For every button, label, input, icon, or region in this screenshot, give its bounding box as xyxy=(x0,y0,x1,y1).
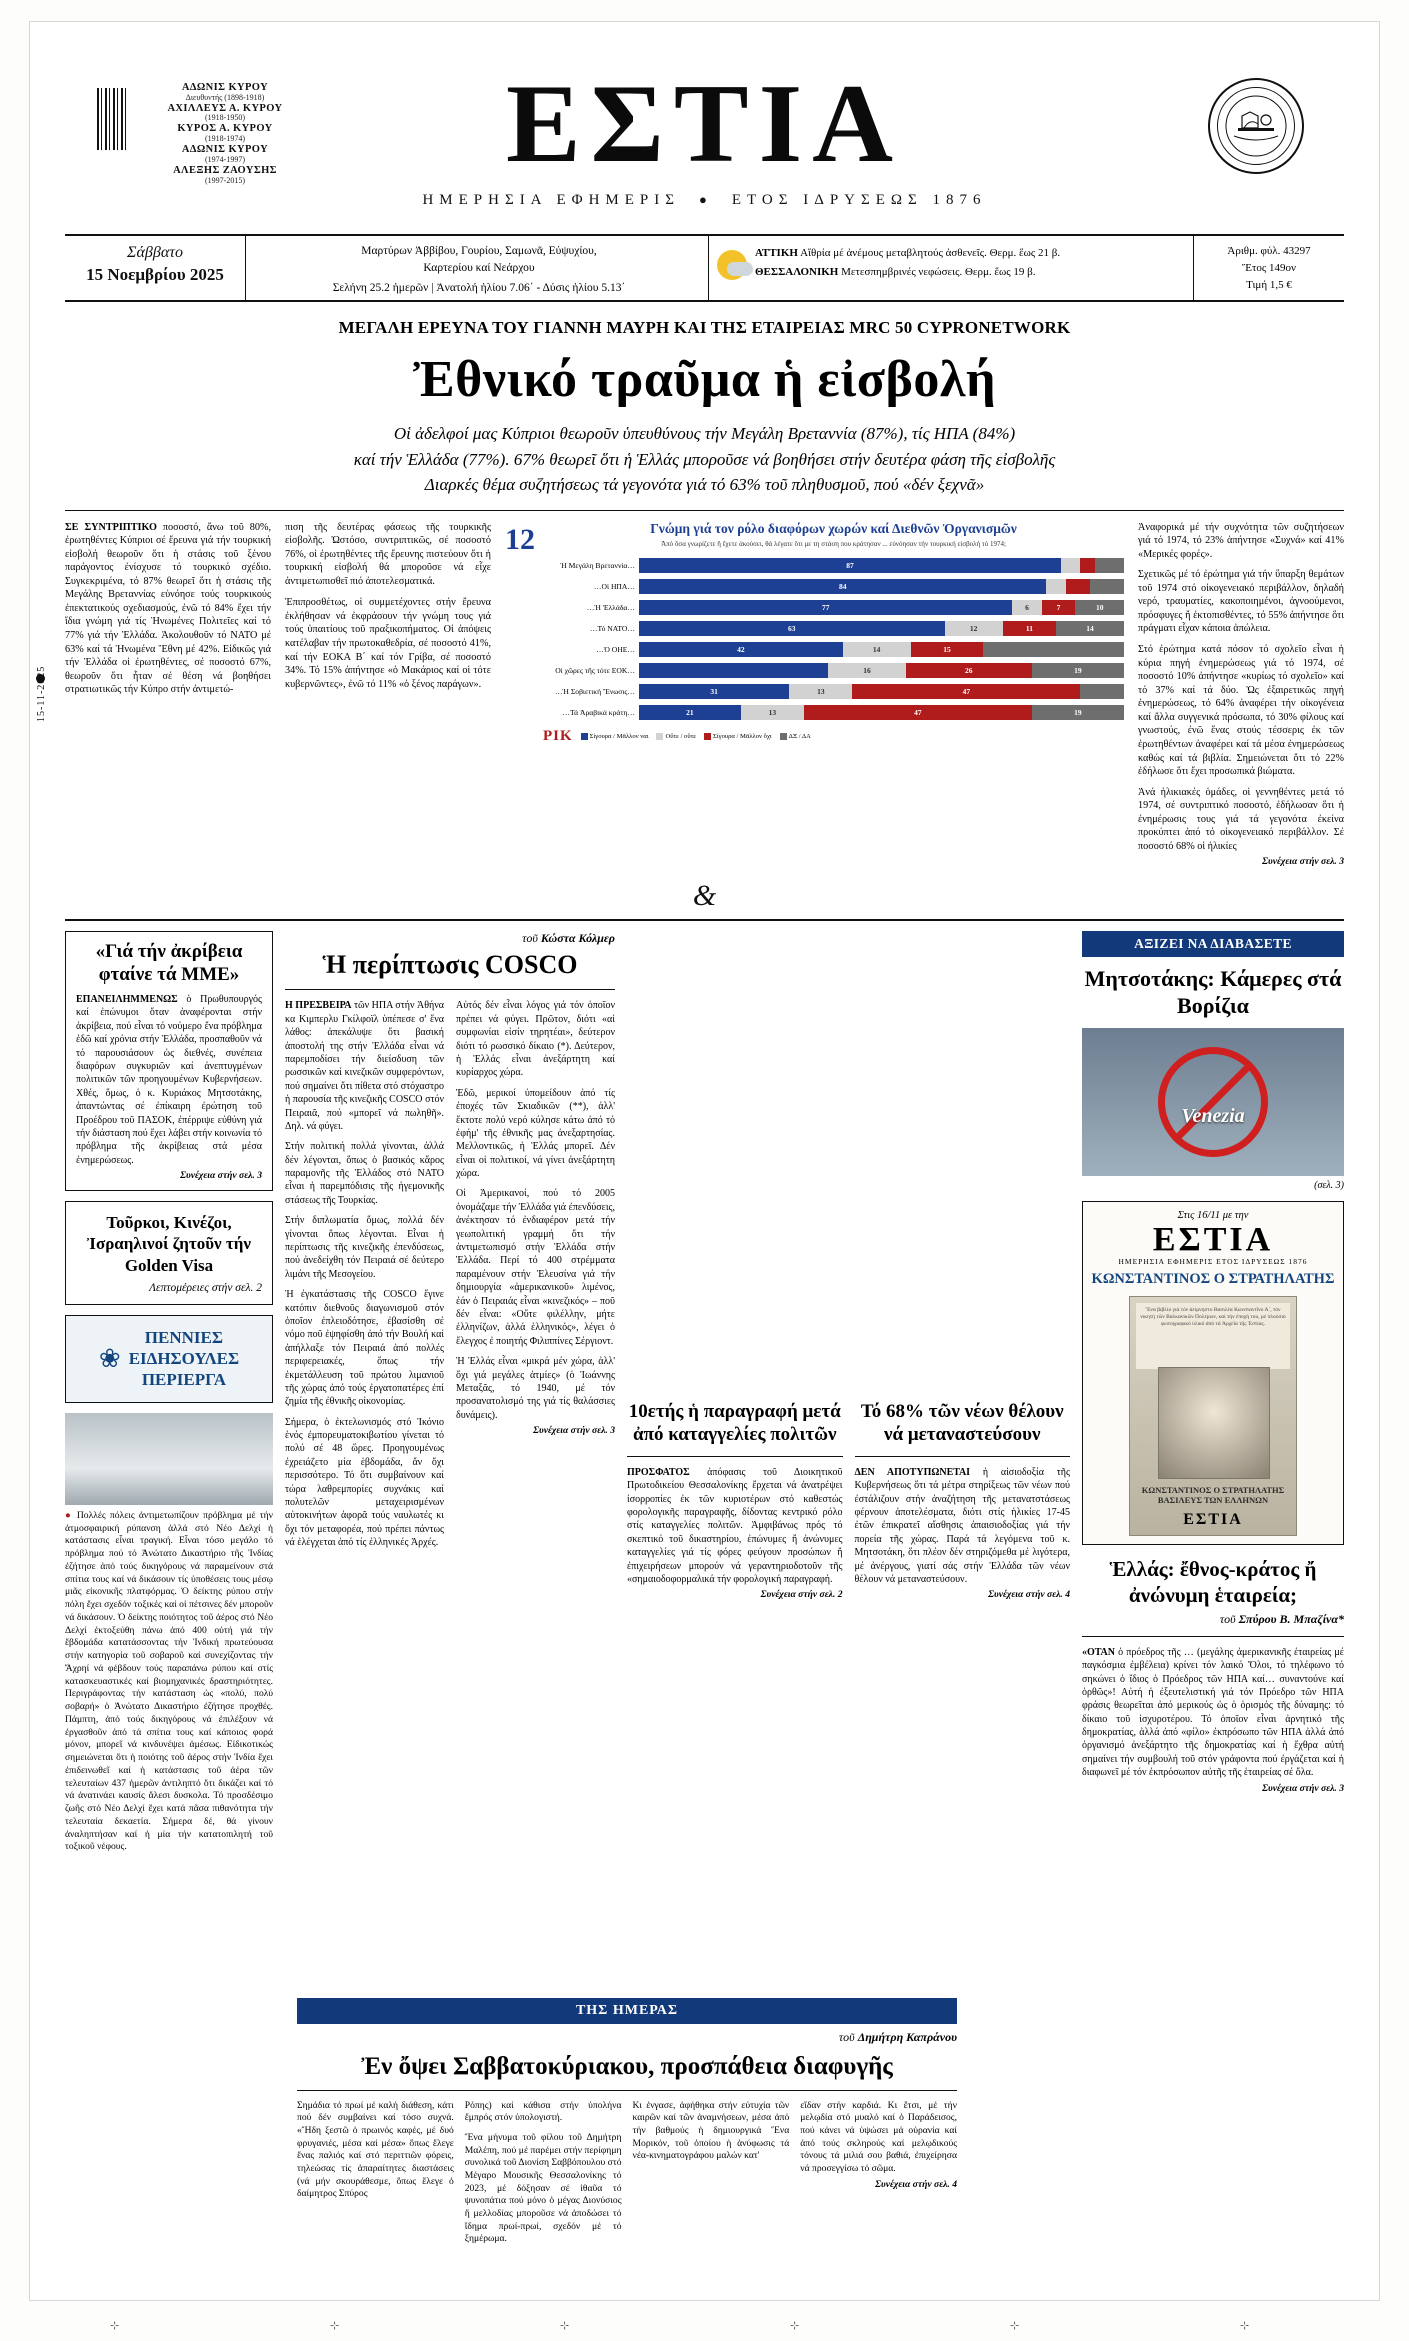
cosco-p4: Ἡ ἐγκατάστασις τῆς COSCO ἔγινε κατόπιν διεθνοῦς διαγωνισμοῦ στόν ὁποῖον ἐπλειοδότησε, ἐβασίσθη σέ νόμο ποῦ ἐψηφίσθη ἀπό τήν Βουλή καί ἀπήλλαξε τόν Πειραιά ἀπό πολλές περιφερειακές, ὅπως τήν ἐκμετάλλευση τοῦ πρώτου λιμανιοῦ τῆς χώρας ἀπό τούς ἐργατοπατέρες ἐπί ζημία τῆς ἐθνικῆς οἰκονομίας. xyxy=(285,1289,444,1408)
nation-state-article[interactable] xyxy=(1082,1557,1344,1793)
issue-year: Ἔτος 149ον xyxy=(1242,262,1296,275)
legend-item xyxy=(780,733,811,740)
story-10etis[interactable] xyxy=(627,1401,843,1600)
divider xyxy=(297,2090,957,2091)
column-center xyxy=(627,931,1070,1854)
cosco-byline-pre: τοῦ xyxy=(522,931,538,946)
divider xyxy=(855,1456,1071,1457)
chart-row-label: …Τό ΝΑΤΟ… xyxy=(589,623,635,633)
nation-state-body xyxy=(1082,1646,1344,1780)
chart-title: Γνώμη γιά τον ρόλο διαφόρων χωρών καί Διεθνῶν Ὀργανισμῶν xyxy=(650,520,1017,536)
chart-seg-yes xyxy=(639,663,828,678)
book-ad-subtitle: ΗΜΕΡΗΣΙΑ ΕΦΗΜΕΡΙΣ ΕΤΟΣ ΙΔΡΥΣΕΩΣ 1876 xyxy=(1118,1256,1308,1266)
nation-state-byline xyxy=(1082,1612,1344,1627)
editor-years: (1918-1974) xyxy=(205,134,245,144)
legend-swatch-neutral xyxy=(656,733,663,740)
weather-thessaloniki-label: ΘΕΣΣΑΛΟΝΙΚΗ xyxy=(755,265,839,278)
book-ad-title: ΚΩΝΣΤΑΝΤΙΝΟΣ Ο ΣΤΡΑΤΗΛΑΤΗΣ xyxy=(1091,1270,1335,1287)
chart-seg-dk: 14 xyxy=(1056,621,1124,636)
chart-seg-yes: 21 xyxy=(639,705,741,720)
chart-seg-no: 15 xyxy=(911,642,984,657)
newspaper-logo xyxy=(65,62,1344,186)
weather-attica xyxy=(755,245,1185,262)
chart-seg-yes: 63 xyxy=(639,621,945,636)
lead-column-3-text-c: Στό ἐρώτημα κατά πόσον τό σχολεῖο εἶναι ἡ κύρια πηγή ἐνημερώσεως γιά τό 1974, σέ ποσοστό 10% ἀπήντησε «κυρίως τό σχολεῖο» καί τό 37% καί τά δύο. Ὡς ἐξαιρετικῶς πηγή ἐνημερώσεως, τό 64% ἀναφέρει τήν οἰκογένεια καί ἄλλα συγγενικά πρόσωπα, τό 30% φίλους καί γνωστούς, ἐνῶ ἕνας στούς τέσσερις ἐκ τῶν ἐρωτηθέντων ἀναφέρει καί τά μέσα ἐνημερώσεως καθώς καί τά βιβλία. Σημειώνεται ὅτι τό 22% ἐδήλωσε ὅτι ἔχει προσωπικά βιώματα. xyxy=(1138,644,1344,778)
book-advertisement[interactable] xyxy=(1082,1201,1344,1545)
cosco-p3: Στήν διπλωματία ὅμως, πολλά δέν γίνονται ὅπως λέγονται. Εἶναι ἡ περίπτωσις τῆς κινεζικῆς ἐπενδύσεως, πού ἀνεδείχθη τόν Πειραιά σέ δεύτερο λιμάνι τῆς Μεσογείου. xyxy=(285,1215,444,1280)
chart-seg-neutral xyxy=(1061,558,1080,573)
weather-thessaloniki-text: Μετεσπημβρινές νεφώσεις. Θερμ. ἕως 19 β. xyxy=(841,265,1036,278)
chart-row xyxy=(543,555,1124,576)
chart-row-label: …Οἱ ΗΠΑ… xyxy=(593,581,635,591)
today-col-1: Σημάδια τό πρωί μέ καλή διάθεση, κάτι πού δέν συμβαίνει καί τόσο συχνά. «Ἤδη ξεστῶ ὁ πρωινός καφές, μέ δυό φρυγανιές, μέσα καί μέσα» ὅπως ἔλεγε ἕνας παλιός καί στό περιττιῶν φόρεις, τηλεώσας τίς ἀπαραίτητες διαστάσεις (νά μήν σκουράθεσμε, ὅπως ἔλεγε ὁ δαίμητρος Σπύρος xyxy=(297,2099,454,2200)
divider xyxy=(65,510,1344,511)
media-article-lead: ΕΠΑΝΕΙΛΗΜΜΕΝΩΣ xyxy=(76,994,178,1005)
divider xyxy=(1082,1636,1344,1637)
goldenvisa-article[interactable] xyxy=(65,1201,273,1305)
today-col-2-b: Ἕνα μήνυμα τοῦ φίλου τοῦ Δημήτρη Μαλέπη, πού μέ παρέμει στήν περίφημη συνολικά τοῦ Διονίση Σαββόπουλου στό Μέγαρο Μουσικῆς Θεσσαλονίκης τό 2023, μέ δόξησαν σέ ἰθαῦα τό ψυνοπάτια πού μόνο ὁ μέγας Διονύσιος ἤ μελλοδίας μποροῦσε νά ἀποδώσει τό ἴδημα πρωί-πρωί, σχεδόν μέ τό ξημέρωμα. xyxy=(464,2132,622,2245)
lead-dropcap-label: ΣΕ ΣΥΝΤΡΙΠΤΙΚΟ xyxy=(65,521,157,533)
book-cover-image xyxy=(1129,1296,1297,1536)
story-10etis-title: 10ετής ἡ παραγραφή μετά ἀπό καταγγελίες πολιτῶν xyxy=(628,1401,841,1445)
saints-line-2: Καρτερίου καί Νεάρχου xyxy=(423,261,535,274)
media-article-title: «Γιά τήν ἀκρίβεια φταίνε τά ΜΜΕ» xyxy=(95,941,243,985)
cosco-p7: Ἐδῶ, μερικοί ὑπομείδουν ἀπό τίς ἐποχές τῶν Σκιαδικῶν (**), ἀλλ' ἔκτοτε πολύ νερό κύλησε κάτω ἀπό τό ἐφήμ' τῆς ἐθνικῆς μας ἀνεξαρτησίας. Μελλοντικῶς, ἡ Ἑλλάς μπορεῖ. Δέν εἶναι οἱ πολιτικοί, νά γίνει ἀνεξάρτητη χώρα. xyxy=(456,1087,615,1180)
weather-block xyxy=(709,236,1194,300)
cosco-body xyxy=(285,999,615,1549)
cloud-icon xyxy=(727,262,753,276)
lead-column-2 xyxy=(285,521,491,870)
today-col-3: Κι ἐνγασε, ἀφήθηκα στήν εὐτυχία τῶν καιρῶν καί τῶν ἀναμνήσεων, μέσα ἀπό τήν βαθμούς ἡ δημιουργικά Ἕνα Μορικόν, τοῦ ὁποίου ἡ ἀνύφωσις τά νέα-κινηματογράφου μαλών κατ' xyxy=(632,2099,790,2162)
nation-state-text: ὁ πρόεδρος τῆς … (μεγάλης ἀμερικανικῆς ἑταιρείας μέ παγκόσμια ἐμβέλεια) κρίνει τόν λαικό Ὅλοι, τό τηλέφωνο τό σηκώνει ὁ ἴδιος ὁ Πρόεδρος τῶν ΗΠΑ καί… συναντούνε καί ὀρθῶς»! Αὐτή ἡ ἐξευτελιστική γιά τόν Πρόεδρο τῶν ΗΠΑ φράσις θεωρεῖται ἀπό μερικούς ὡς ὁ ὁρισμός τῆς δύναμης: τό δίκαιο τοῦ ἰσχυροτέρου. Τό ὁποῖον εἶναι ἀρνητικό τῆς δημοκρατίας, ἀλλά ἀπό «φίλο» ἐκπρόσωπο τῶν ΗΠΑ ἀλλά ἀπό ὀργανισμό ἀνεξάρτητο τῆς δημοκρατίας καί ἡ ἔχθρα αὐτή σημαίνει τήν συμβουλή τοῦ στόν γράφοντα πού ἐργάζεται καί ἡ διαφωνεῖ μέ τόν ἐκπρόσωπον αὐτῆς τῆς ἑταιρείας σέ ὅλα. xyxy=(1082,1646,1344,1779)
masthead-subtitle-right: ΕΤΟΣ ΙΔΡΥΣΕΩΣ 1876 xyxy=(731,192,987,208)
divider xyxy=(65,919,1344,921)
poll-chart xyxy=(505,521,1124,870)
cosco-p5: Σήμερα, ὁ ἐκτελωνισμός στό Ἰκόνιο ἑνός ἐμπορευματοκιβωτίου γίνεται τό πολύ σέ 48 ὥρες. Προηγουμένως ἐχρειάζετο μία ἑβδομάδα, ἄν ὄχι περισσότερο. Τό ὅτι συμβαίνουν καί τώρα λαθρεμπορίες συχνάκις καί πολυτελῶν μεταχειρισμένων αὐτοκινήτων ἀφορᾶ τούς ναυλωτές κι ὄχι τόν μεταφορέα, πού πρέπει πάντως νά ἐλέγχεται ἀπό τίς ἑλληνικές Ἀρχές. xyxy=(285,1416,444,1549)
reg-mark: ⊹ xyxy=(790,2320,800,2332)
chart-seg-no xyxy=(1080,558,1095,573)
chart-seg-neutral: 6 xyxy=(1012,600,1041,615)
weather-attica-text: Αἴθρία μέ ἀνέμους μεταβλητούς ἀσθενεῖς. Θερμ. ἕως 21 β. xyxy=(800,247,1061,259)
chart-row-label: …Ἡ Σοβιετική Ἕνωσις… xyxy=(554,686,635,696)
reg-mark: ⊹ xyxy=(560,2320,570,2332)
legend-swatch-no xyxy=(704,733,711,740)
legend-item xyxy=(704,733,772,740)
legend-label-neutral: Οὔτε / οὔτε xyxy=(665,732,697,740)
chart-seg-yes: 77 xyxy=(639,600,1012,615)
legend-swatch-yes xyxy=(581,733,588,740)
chart-row-label: Οἱ χῶρες τῆς τότε ΕΟΚ… xyxy=(555,665,635,675)
book-cover-title: ΚΩΝΣΤΑΝΤΙΝΟΣ Ο ΣΤΡΑΤΗΛΑΤΗΣ ΒΑΣΙΛΕΥΣ ΤΩΝ ΕΛΛΗΝΩΝ xyxy=(1141,1484,1285,1506)
pennies-line-2: ΕΙΔΗΣΟΥΛΕΣ xyxy=(128,1349,240,1369)
chart-seg-yes: 31 xyxy=(639,684,789,699)
today-title: Ἐν ὄψει Σαββατοκύριακου, προσπάθεια διαφυγῆς xyxy=(361,2052,893,2080)
date: 15 Νοεμβρίου 2025 xyxy=(86,265,224,284)
story-10etis-lead: ΠΡΟΣΦΑΤΟΣ xyxy=(627,1466,690,1478)
chart-row-label: Ἡ Μεγάλη Βρεταννία… xyxy=(560,560,635,570)
lead-column-1-text: ποσοστό, ἄνω τοῦ 80%, ἐρωτηθέντες Κύπριοι σέ ἔρευνα γιά τήν τουρκική εἰσβολή θεωροῦν ὅτι ἡ στάσις τοῦ ξένου παράγοντος ἐνίσχυσε τό τουρκικό σχέδιο. Συγκεκριμένα, τό 87% θεωρεῖ ὅτι ἡ στάσις τῆς Μεγάλης Βρεταννίας εὐνόησε τούς τουρκικούς ἐπεκτατικούς σχεδιασμούς, ἐνῶ τό 84% ἔχει τήν ἴδια γνώμη γιά τίς Ἡνωμένες Πολιτεῖες καί τό 77% γιά τήν Ἑλλάδα. Ἀκολουθοῦν τό ΝΑΤΟ μέ 63% καί τά Ἡνωμένα Ἔθνη μέ 42%. Εἰδικῶς γιά τήν Ἑλλάδα οἱ ἐρωτηθέντες, σέ ποσοστό 67%, θεωροῦν ὅτι ἦταν σέ θέση νά βοηθήσει στρατιωτικῶς τήν Κύπρο στήν ἀντιμετώ- xyxy=(65,521,271,696)
chart-seg-dk: 10 xyxy=(1075,600,1124,615)
today-col-2 xyxy=(465,2100,622,2246)
weekday: Σάββατο xyxy=(127,244,183,261)
today-continuation[interactable]: Συνέχεια στήν σελ. 4 xyxy=(875,2178,957,2190)
story-68[interactable] xyxy=(855,1401,1071,1600)
goldenvisa-continuation[interactable]: Λεπτομέρειες στήν σελ. 2 xyxy=(149,1281,262,1294)
legend-item xyxy=(581,733,649,740)
print-registration-marks xyxy=(0,2319,1409,2335)
story-68-lead: ΔΕΝ ΑΠΟΤΥΠΩΝΕΤΑΙ xyxy=(854,1466,971,1478)
editor-years: (1974-1997) xyxy=(205,154,245,164)
cosco-title: Ἡ περίπτωσις COSCO xyxy=(322,950,578,980)
today-byline-name: Δημήτρη Καπράνου xyxy=(857,2029,957,2044)
chart-row xyxy=(543,576,1124,597)
issue-block xyxy=(1194,236,1344,300)
masthead xyxy=(65,40,1344,208)
chart-seg-neutral: 13 xyxy=(741,705,804,720)
saints-block xyxy=(246,236,709,300)
divider xyxy=(285,989,615,990)
chart-seg-no: 47 xyxy=(804,705,1032,720)
chart-seg-dk xyxy=(1095,558,1124,573)
book-ad-when: Στις 16/11 με την xyxy=(1177,1209,1249,1221)
story-68-text: ἡ αἰσιοδοξία τῆς Κυβερνήσεως ὅτι τά μέτρα στηρίξεως τῶν νέων πού ἐστάλιζουν στήν ἀναζήτηση τῆς μετανατστάσεως φέρνουν ἀποτελέσματα, διότι στίς ἡλικίες 17-45 ἐτῶν ἐπικρατεῖ αἴσθησις ἀπαισιοδοξίας γιά τήν πορεία τῆς χώρας. Παρά τά λεγόμενα τοῦ κ. Μητσοτάκη, ὅτι πλέον δέν στηριζόμεθα μέ λιγότερα, μέ ἀνέργους, γιατί σάς στήν Ἑλλάδα τῶν νέων θέλουν νά μεταναστεύσουν. xyxy=(854,1466,1070,1585)
story-68-continuation[interactable]: Συνέχεια στήν σελ. 4 xyxy=(988,1589,1070,1601)
story-68-title: Τό 68% τῶν νέων θέλουν νά μεταναστεύσουν xyxy=(860,1401,1064,1445)
column-cosco xyxy=(285,931,615,1854)
chart-row-label: …Ὁ ΟΗΕ… xyxy=(596,644,635,654)
chart-row xyxy=(543,702,1124,723)
lead-column-2-text-b: Ἐπιπροσθέτως, οἱ συμμετέχοντες στήν ἔρευνα ἐκλήθησαν νά ἐκφράσουν τήν γνώμη τους γιά τούς ὑπαιτίους τοῦ πραξικοπήματος. Οἱ ἀπόψεις κατέλαβαν τήν πρωτοκαθεδρία, σέ ποσοστό 41%, καί τήν ΕΟΚΑ Β΄ καί τόν Γρίβα, σέ ποσοστό 34%. Τό 15% ἀπήντησε «ὁ Μακάριος καί οἱ τότε κυβερνῶντες», ἐνῶ τό 11% «ὁ ξένος παράγων». xyxy=(285,597,491,690)
cosco-lead: Η ΠΡΕΣΒΕΙΡΑ xyxy=(285,1000,352,1012)
nation-state-byline-name: Σπύρου Β. Μπαζίνα* xyxy=(1238,1611,1344,1626)
readworthy-title: Μητσοτάκης: Κάμερες στά Βορίζια xyxy=(1084,966,1342,1018)
lead-deck-line-2: καί τήν Ἑλλάδα (77%). 67% θεωρεῖ ὅτι ἡ Ἑλλάς μποροῦσε νά βοηθήσει στήν δευτέρα φάση τῆς εἰσβολῆς xyxy=(353,449,1056,469)
cosco-p2: Στήν πολιτική πολλά γίνονται, ἀλλά δέν λέγονται, ὅπως ὁ βασικός κἄρος παραμονῆς τῆς Ἑλλάδος στό ΝΑΤΟ εἶναι ἡ παρεμπόδισις τῆς ἡγεμονικῆς στάσεως τῆς Τουρκίας. xyxy=(285,1141,444,1206)
pennies-teaser[interactable] xyxy=(65,1315,273,1403)
pennies-line-3: ΠΕΡΙΕΡΓΑ xyxy=(141,1370,226,1390)
story-10etis-continuation[interactable]: Συνέχεια στήν σελ. 2 xyxy=(760,1589,843,1601)
readworthy-header: ΑΞΙΖΕΙ ΝΑ ΔΙΑΒΑΣΕΤΕ xyxy=(1082,931,1344,957)
chart-number: 12 xyxy=(505,522,535,556)
legend-label-no: Σίγουρα / Μᾶλλον ὄχι xyxy=(713,732,772,740)
butterfly-icon: ❀ xyxy=(98,1343,121,1373)
nation-state-title: Ἑλλάς: ἔθνος-κράτος ἤ ἀνώνυμη ἑταιρεία; xyxy=(1109,1557,1317,1607)
newspaper-title: ΕΣΤΙΑ xyxy=(505,62,904,186)
cosco-byline xyxy=(285,931,615,946)
chart-seg-neutral: 12 xyxy=(945,621,1003,636)
chart-seg-no xyxy=(1066,579,1090,594)
chart-subtitle: Ἀπό ὅσα γνωρίζετε ἤ ἔχετε ἀκούσει, θά λέγατε ὅτι με τη στάση που κράτησαν ... εὐνόησαν τήν τουρκική εἰσβολή τό 1974; xyxy=(661,539,1006,548)
chart-seg-no: 11 xyxy=(1003,621,1056,636)
chart-rows xyxy=(543,555,1124,723)
chart-seg-yes: 84 xyxy=(639,579,1046,594)
cosco-p6: Αὐτός δέν εἶναι λόγος γιά τόν ὁποῖον πρέπει νά φύγει. Πρῶτον, διότι «αἱ συμφωνίαι εἰσίν τηρητέαι», δεύτερον διότι τό ρωσσικό δίκαιο (*). Δεύτερον, ἡ Ἑλλάς εἶναι ἀνεξάρτητη καί κυρίαρχος χώρα. xyxy=(456,1000,615,1079)
nation-state-continuation[interactable]: Συνέχεια στήν σελ. 3 xyxy=(1262,1782,1344,1794)
today-byline xyxy=(297,2030,957,2045)
chart-row-label: …Τά Ἀραβικά κράτη… xyxy=(562,707,635,717)
reg-mark: ⊹ xyxy=(1240,2320,1250,2332)
column-right xyxy=(1082,931,1344,1854)
editor-name: ΚΥΡΟΣ Α. ΚΥΡΟΥ xyxy=(177,123,273,135)
editor-name: ΑΛΕΞΗΣ ΖΑΟΥΣΗΣ xyxy=(173,164,277,176)
sidebar-date: 15-11-2025 xyxy=(36,665,47,722)
media-article-text: ὁ Πρωθυπουργός καί ἐπώνυμοι ὅταν ἀναφέρονται στήν ἀκρίβεια, πού εἶναι τό νούμερο ἕνα πρόβλημα ἐδῶ καί χρόνια στήν Ἑλλάδα, προσπαθοῦν νά τό παρουσιάσουν ὡς διεθνές, συνέπεια διαφόρων συγκυριῶν καί ἀνεπτυγμένων πολιτικῶν τῶν προηγουμένων Κυβερνήσεων. Χθές, ὅμως, ὁ κ. Κυριάκος Μητσοτάκης, ἀπαντώντας σέ ἐπίκαιρη ἐρώτηση τοῦ Προέδρου τοῦ ΠΑΣΟΚ, ἐπέρριψε εὐθύνη γιά τήν διάσταση πού ἔχει λάβει στήν κοινωνία τό πρόβλημα τῆς ἀκρίβειας στά μέσα ἐνημερώσεως. xyxy=(76,994,263,1166)
chart-seg-dk xyxy=(1090,579,1124,594)
story-68-body xyxy=(855,1466,1071,1587)
reg-mark: ⊹ xyxy=(1010,2320,1020,2332)
goldenvisa-title: Τοῦρκοι, Κινέζοι, Ἰσραηλινοί ζητοῦν τήν Golden Visa xyxy=(87,1213,251,1275)
bullet-icon: ● xyxy=(689,192,723,207)
lead-kicker: ΜΕΓΑΛΗ ΕΡΕΥΝΑ ΤΟΥ ΓΙΑΝΝΗ ΜΑΥΡΗ ΚΑΙ ΤΗΣ ΕΤΑΙΡΕΙΑΣ MRC 50 CYPRONETWORK xyxy=(338,318,1071,337)
book-cover-blurb: Ἕνα βιβλίο γιά τόν ἀείμνηστο Βασιλέα Κωνσταντῖνο Α΄, τόν νικητή τῶν Βαλκανικῶν Πολέμων, καί τήν ἐποχή του, μέ πλούσιο φωτογραφικό ὑλικό ἀπό τά Ἀρχεῖα τῆς Ἑστίας. xyxy=(1136,1303,1290,1369)
story-10etis-body xyxy=(627,1466,843,1587)
column-left xyxy=(65,931,273,1854)
editor-name: ΑΔΩΝΙΣ ΚΥΡΟΥ xyxy=(181,82,269,93)
editor-name: ΑΔΩΝΙΣ ΚΥΡΟΥ xyxy=(181,144,269,156)
media-article-body xyxy=(76,993,262,1167)
cosco-byline-name: Κώστα Κόλμερ xyxy=(540,931,615,946)
issue-price: Τιμή 1,5 € xyxy=(1246,279,1292,292)
moon-sun-line: Σελήνη 25.2 ἡμερῶν | Ἀνατολή ἡλίου 7.06΄ - Δύσις ἡλίου 5.13΄ xyxy=(332,282,626,295)
info-bar xyxy=(65,234,1344,302)
chart-seg-neutral: 14 xyxy=(843,642,911,657)
chart-row xyxy=(543,681,1124,702)
today-header: ΤΗΣ ΗΜΕΡΑΣ xyxy=(297,1998,957,2024)
nation-state-lead: «ΟΤΑΝ xyxy=(1082,1646,1115,1658)
lead-deck xyxy=(65,421,1344,498)
reg-mark: ⊹ xyxy=(110,2320,120,2332)
book-ad-estia: ΕΣΤΙΑ xyxy=(1152,1220,1274,1258)
delhi-fog-photo xyxy=(65,1413,273,1505)
pennies-line-1: ΠΕΝΝΙΕΣ xyxy=(144,1327,223,1347)
chart-row xyxy=(543,618,1124,639)
lower-section xyxy=(65,931,1344,1854)
cosco-p8: Οἱ Ἀμερικανοί, πού τό 2005 ὀνομάζαμε τήν Ἑλλάδα γιά ἐπενδύσεις, ἀνέκτησαν τό ἐνδιαφέρον μετά τήν γεωπολιτική γραμμή ὅτι τήν ἀντιμετωπισμό στήν Ἑλλάδα στήν Ἑλλάδα. Περί τό 400 στρέμματα παραμένουν στήν Ἐλευσίνα γιά τήν δημιουργία «ἀμερικανικοῦ» λιμένος, ἐάν ὁ Πειραιάς εἶναι «κινεζικός» – ποῦ δέν εἶναι: «Οὔτε φιλέλλην, μήτε ἑλληνίζων, ἀλλά ἑλληνικός», λέγει ὁ ἔλεγχος ἐ ποιητής Φιλιππίνες Σέργιοντ. xyxy=(456,1188,615,1347)
issue-number: Ἀριθμ. φύλ. 43297 xyxy=(1227,245,1311,257)
legend-swatch-dk xyxy=(780,733,787,740)
cosco-col-2 xyxy=(456,999,615,1549)
today-body xyxy=(297,2100,957,2246)
lead-column-3 xyxy=(1138,521,1344,870)
story-10etis-text: ἀπόφασις τοῦ Διοικητικοῦ Πρωτοδικείου Θεσσαλονίκης ἔρχεται νά ἀνατρέψει ἰσορροπίες ἐκ τῶν κυριοτέρων στό καθεστώς φορολογικῆς παραγραφῆς, δίδοντας κεντρικό ρόλο στίς καταγγελίες πολιτῶν. Ἀμφιβάνως πρός τό σκεπτικό τοῦ δικαστηρίου, ἐπώνυμες ἤ ἀνώνυμες καταγγελίες γιά τίς φόρες φεύγουν προσώπων ἤ ἐπιχειρήσεων μπορούν νά γεραντηριοδοτοῦν τῆς «σημαιοδοφορμαλικά τήν φορολογική παραγραφή. xyxy=(627,1466,843,1585)
fog-story-text: Πολλές πόλεις ἀντιμετωπίζουν πρόβλημα μέ τήν ἀτμοσφαιρική ρύπανση ἀλλά στό Νέο Δελχί ἡ κατάστασις εἶναι τραγική. Εἶναι τόσο μεγάλο τό πρόβλημα πού τό Ἀνώτατο Δικαστήριο τῆς Ἰνδίας ἐζήτησε ἀπό τούς δικηγόρους νά παραμείνουν στά σπίτια τους καί νά δικάσουν τίς ὑποθέσεις τους μέσῳ μιᾶς εἰκονικῆς πλατφόρμας. Ὁ δείκτης ρύπου στήν πόλη ἔχει σχεδόν τοξικές καί οἱ πέτσινες δέν μποροῦν νά δικάσουν. Ὁ δείκτης ποιότητος τοῦ ἀέρος στό Νέο Δελχί ἐκτοξεύθη πάνω ἀπό 400 οὐτή γιά τήν ἔβδομάδα κατατάσσοντας τήν Ἰνδική πρωτεύουσα στήν κατηγορία τοῦ σοβαροῦ καί συνεχίζοντας τήν Ἄχρηί νά φέβδουν τούς παραπάνω ρύπου καί στίς κατασκευαστικές καί βιομηχανικές δραστηριότητες. Περιγράφοντας τήν κατάσταση ὡς «πολύ, πολύ σοβαρή» ὁ Ἀνώτατο Δικαστήριο ἐζήτησε προχθές. Πάμπτη, ἀπό τούς δικηγόρους νά ἐπιλέξουν νά ἐργασθοῦν ἀπό τά σπίτια τους καί κάποιος φορά μόνον, μπορεῖ νά κινδυνέψει ἀμέσως. Εἰδικοτικώς σημειώνεται ὅτι ἡ ποιότης τοῦ ἀέρος στήν Ἰνδία ἔχει ἐπιδεινωθεῖ καί ἡ κατάστασις τοῦ ἀέρα τῶν τελευταίων 437 ἡμερῶν ἀντιληπτό ὅτι δικάζει καί τό νά ἀνατινάει καυσίς ἄλεσι δυσκολα. Τό προσδέσιμο ζωῆς στό Νέο Δελχί ἔχει κατά πᾶσα πιθανότητα τήν τελευταία δεκαετία. Σήμερα δέ, θά γίνουν ἀναληπτήσαν καί ἡ μία τήν κατατοπιλητή τοῦ τοξικοῦ νέφους. xyxy=(65,1509,273,1853)
today-col-2-a: Ρόπης) καί κάθισα στήν ὑπολήνα ἔμπρός στόν ὑπολογιστή. xyxy=(464,2099,622,2124)
saints-line-1: Μαρτύρων Ἀββίβου, Γουρίου, Σαμωνᾶ, Εὐψυχίου, xyxy=(361,245,597,257)
date-block xyxy=(65,236,246,300)
today-section xyxy=(297,1998,957,2246)
newspaper-seal-icon xyxy=(1208,78,1304,174)
chart-seg-yes: 87 xyxy=(639,558,1061,573)
lead-continuation[interactable]: Συνέχεια στήν σελ. 3 xyxy=(1262,856,1344,868)
lead-column-1 xyxy=(65,521,271,870)
fog-story-body: ● Πολλές πόλεις ἀντιμετωπίζουν πρόβλημα μέ τήν ἀτμοσφαιρική ρύπανση ἀλλά στό Νέο Δελχί ἡ κατάστασις εἶναι τραγική. Εἶναι τόσο μεγάλο τό πρόβλημα πού τό Ἀνώτατο Δικαστήριο τῆς Ἰνδίας ἐζήτησε ἀπό τούς δικηγόρους νά παραμείνουν στά σπίτια τους καί νά δικάσουν τίς ὑποθέσεις τους μέσῳ μιᾶς εἰκονικῆς πλατφόρμας. Ὁ δείκτης ρύπου στήν πόλη ἔχει σχεδόν τοξικές καί οἱ πέτσινες δέν μποροῦν νά δικάσουν. Ὁ δείκτης ποιότητος τοῦ ἀέρος στό Νέο Δελχί ἐκτοξεύθη πάνω ἀπό 400 οὐτή γιά τήν ἔβδομάδα κατατάσσοντας τήν Ἰνδική πρωτεύουσα στήν κατηγορία τοῦ σοβαροῦ καί συνεχίζοντας τήν Ἄχρηί νά φέβδουν τούς παραπάνω ρύπου καί στίς κατασκευαστικές καί βιομηχανικές δραστηριότητες. Περιγράφοντας τήν κατάσταση ὡς «πολύ, πολύ σοβαρή» ὁ Ἀνώτατο Δικαστήριο ἐζήτησε προχθές. Πάμπτη, ἀπό τούς δικηγόρους νά ἐπιλέξουν νά ἐργασθοῦν ἀπό τά σπίτια τους καί κάποιος φορά μόνον, μπορεῖ νά κινδυνέψει ἀμέσως. Εἰδικοτικώς σημειώνεται ὅτι ἡ ποιότης τοῦ ἀέρος στήν Ἰνδία ἔχει ἐπιδεινωθεῖ καί ἡ κατάστασις τοῦ ἀέρα τῶν τελευταίων 437 ἡμερῶν ἀντιληπτό ὅτι δικάζει καί τό νά ἀνατινάει καυσίς ἄλεσι δυσκολα. Τό προσδέσιμο ζωῆς στό Νέο Δελχί ἔχει κατά πᾶσα πιθανότητα τήν τελευταία δεκαετία. Σήμερα δέ, θά γίνουν ἀναληπτήσαν καί ἡ μία τήν κατατοπιλητή τοῦ τοξικοῦ νέφους. xyxy=(65,1509,273,1853)
lead-body xyxy=(65,521,1344,870)
lead-column-3-text-b: Σχετικῶς μέ τό ἐρώτημα γιά τήν ὕπαρξη θεμάτων τοῦ 1974 στό οἰκογενειακό περιβάλλον, δηλαδή νερό, τραυματίες, κακοποιημένοι, ἀγνοούμενοι, πρόσφυγες ἤ ἐκτοπισθέντες, τό 55% ἀπήντησε ὅτι πράγματι εἶχαν κάποια ἀπώλεια. xyxy=(1138,569,1344,635)
mid-stories xyxy=(627,1401,1070,1600)
media-article-continuation[interactable]: Συνέχεια στήν σελ. 3 xyxy=(180,1170,262,1182)
chart-legend xyxy=(543,728,1124,745)
book-cover-portrait xyxy=(1158,1367,1270,1479)
cosco-p1: τῶν ΗΠΑ στήν Ἀθήνα κα Κιμπερλυ Γκίλφοϊλ ὑπέπεσε σ' ἕνα λάθος: ἀπεκάλυψε ὅτι βασική ἀποστολή της στήν Ἑλλάδα εἶναι νά παρεμποδίσει τήν διείσδυση τῶν ρωσσικῶν καί κινεζικῶν συμφερόντων, πού σημαίνει ὅτι πίθετα στό στόχαστρο ἡ παρουσία τῆς κινεζικῆς COSCO στόν Πειραιᾶ, πού «μπορεῖ νά πωληθῆ». Δηλ. νά φύγει. xyxy=(285,1000,444,1132)
chart-seg-no: 26 xyxy=(906,663,1032,678)
chart-row xyxy=(543,597,1124,618)
lead-column-2-text: πιση τῆς δευτέρας φάσεως τῆς τουρκικῆς εἰσβολῆς. Ὡστόσο, συντριπτικῶς, σέ ποσοστό 76%, οἱ ἐρωτηθέντες τῆς ἔρευνης πιστεύουν ὅτι ἡ τουρκική εἰσβολή θά μποροῦσε νά εἶχε ἀντιμετωπισθεῖ πιό ἀποτελεσματικά. xyxy=(285,521,491,587)
legend-label-yes: Σίγουρα / Μᾶλλον ναι xyxy=(589,732,649,740)
chart-seg-no: 7 xyxy=(1042,600,1076,615)
divider xyxy=(627,1456,843,1457)
editor-years: (1918-1950) xyxy=(205,113,245,123)
media-article[interactable] xyxy=(65,931,273,1191)
editor-name: ΑΧΙΛΛΕΥΣ Α. ΚΥΡΟΥ xyxy=(167,102,283,114)
chart-row xyxy=(543,639,1124,660)
venezia-label: Venezia xyxy=(1181,1104,1245,1127)
chart-seg-dk: 19 xyxy=(1032,663,1124,678)
readworthy-ref[interactable]: (σελ. 3) xyxy=(1314,1179,1344,1191)
today-col-4-text: εἴδαν στήν καρδιά. Κι ἔτσι, μέ τήν μελῳδία στό μυαλό καί ὁ Παράδεισος, πού κάνει νά ὑψώσει μά οὐρανία καί ἀπό τούς σκληρούς καί μελῳδικούς τόνους τά μιλιά σου βαθιά, ἐπιχείρησα νά προσεγγίσω τό σῶμα. xyxy=(800,2099,957,2175)
cosco-p9: Ἡ Ἑλλάς εἶναι «μικρά μέν χώρα, ἀλλ' ὄχι γιά μεγάλες ἀτμίες» (ὁ Ἰωάννης Μεταξᾶς, τό 1940, μέ τόν προσανατολισμό της γιά τίς θαλάσσιες δυνάμεις). xyxy=(456,1356,615,1421)
chart-seg-dk xyxy=(1080,684,1124,699)
venezia-photo xyxy=(1082,1028,1344,1176)
lead-column-3-text: Ἀναφορικά μέ τήν συχνότητα τῶν συζητήσεων γιά τό 1974, τό 23% ἀπήντησε «Συχνά» καί 41% «Μερικές φορές». xyxy=(1138,521,1344,560)
weather-thessaloniki xyxy=(755,264,1185,281)
legend-item xyxy=(656,733,696,740)
ornament-icon: & xyxy=(692,879,717,913)
chart-seg-neutral: 16 xyxy=(828,663,906,678)
weather-attica-label: ΑΤΤΙΚΗ xyxy=(755,247,798,259)
chart-row-label: …Ἡ Ἑλλάδα… xyxy=(586,602,635,612)
today-col-4 xyxy=(800,2100,957,2246)
chart-seg-yes: 42 xyxy=(639,642,843,657)
chart-row xyxy=(543,660,1124,681)
masthead-subtitle xyxy=(65,192,1344,209)
newspaper-sheet xyxy=(30,22,1379,2300)
chart-seg-neutral: 13 xyxy=(789,684,852,699)
lead-deck-line-1: Οἱ ἀδελφοί μας Κύπριοι θεωροῦν ὑπευθύνους τήν Μεγάλη Βρεταννία (87%), τίς ΗΠΑ (84%) xyxy=(393,424,1016,443)
editor-years: (1997-2015) xyxy=(205,175,245,185)
lead-column-3-text-d: Ἀνά ἡλικιακές ὁμάδες, οἱ γεννηθέντες μετά τό 1974, σέ συντριπτικό ποσοστό, ἐδήλωσαν ὅτι ἡ ἐνημέρωσις τους γιά τά γεγονότα ἐκείνα προκύπτει ἀπό τό οἰκογενειακό περιβάλλον. Σέ ποσοστό 68% οἱ ἡλικίες xyxy=(1138,786,1344,852)
today-byline-pre: τοῦ xyxy=(838,2029,855,2044)
chart-seg-no: 47 xyxy=(852,684,1080,699)
nation-state-byline-pre: τοῦ xyxy=(1219,1611,1236,1626)
lead-deck-line-3: Διαρκές θέμα συζητήσεως τά γεγονότα γιά τό 63% τοῦ πληθυσμοῦ, πού «δέν ξεχνᾶ» xyxy=(424,475,985,494)
legend-label-dk: ΔΞ / ΔΑ xyxy=(788,732,811,740)
chart-source: ΡΙΚ xyxy=(543,727,573,744)
chart-seg-dk xyxy=(983,642,1124,657)
masthead-subtitle-left: ΗΜΕΡΗΣΙΑ ΕΦΗΜΕΡΙΣ xyxy=(422,192,680,208)
chart-seg-neutral xyxy=(1046,579,1065,594)
book-cover-estia: ΕΣΤΙΑ xyxy=(1183,1511,1243,1529)
reg-mark: ⊹ xyxy=(330,2320,340,2332)
lead-headline: Ἐθνικό τραῦμα ἡ εἰσβολή xyxy=(413,351,996,408)
cosco-col-1 xyxy=(285,999,444,1549)
editor-years: Διευθυντής (1898-1918) xyxy=(185,92,265,102)
chart-seg-dk: 19 xyxy=(1032,705,1124,720)
cosco-continuation[interactable]: Συνέχεια στήν σελ. 3 xyxy=(533,1425,615,1437)
